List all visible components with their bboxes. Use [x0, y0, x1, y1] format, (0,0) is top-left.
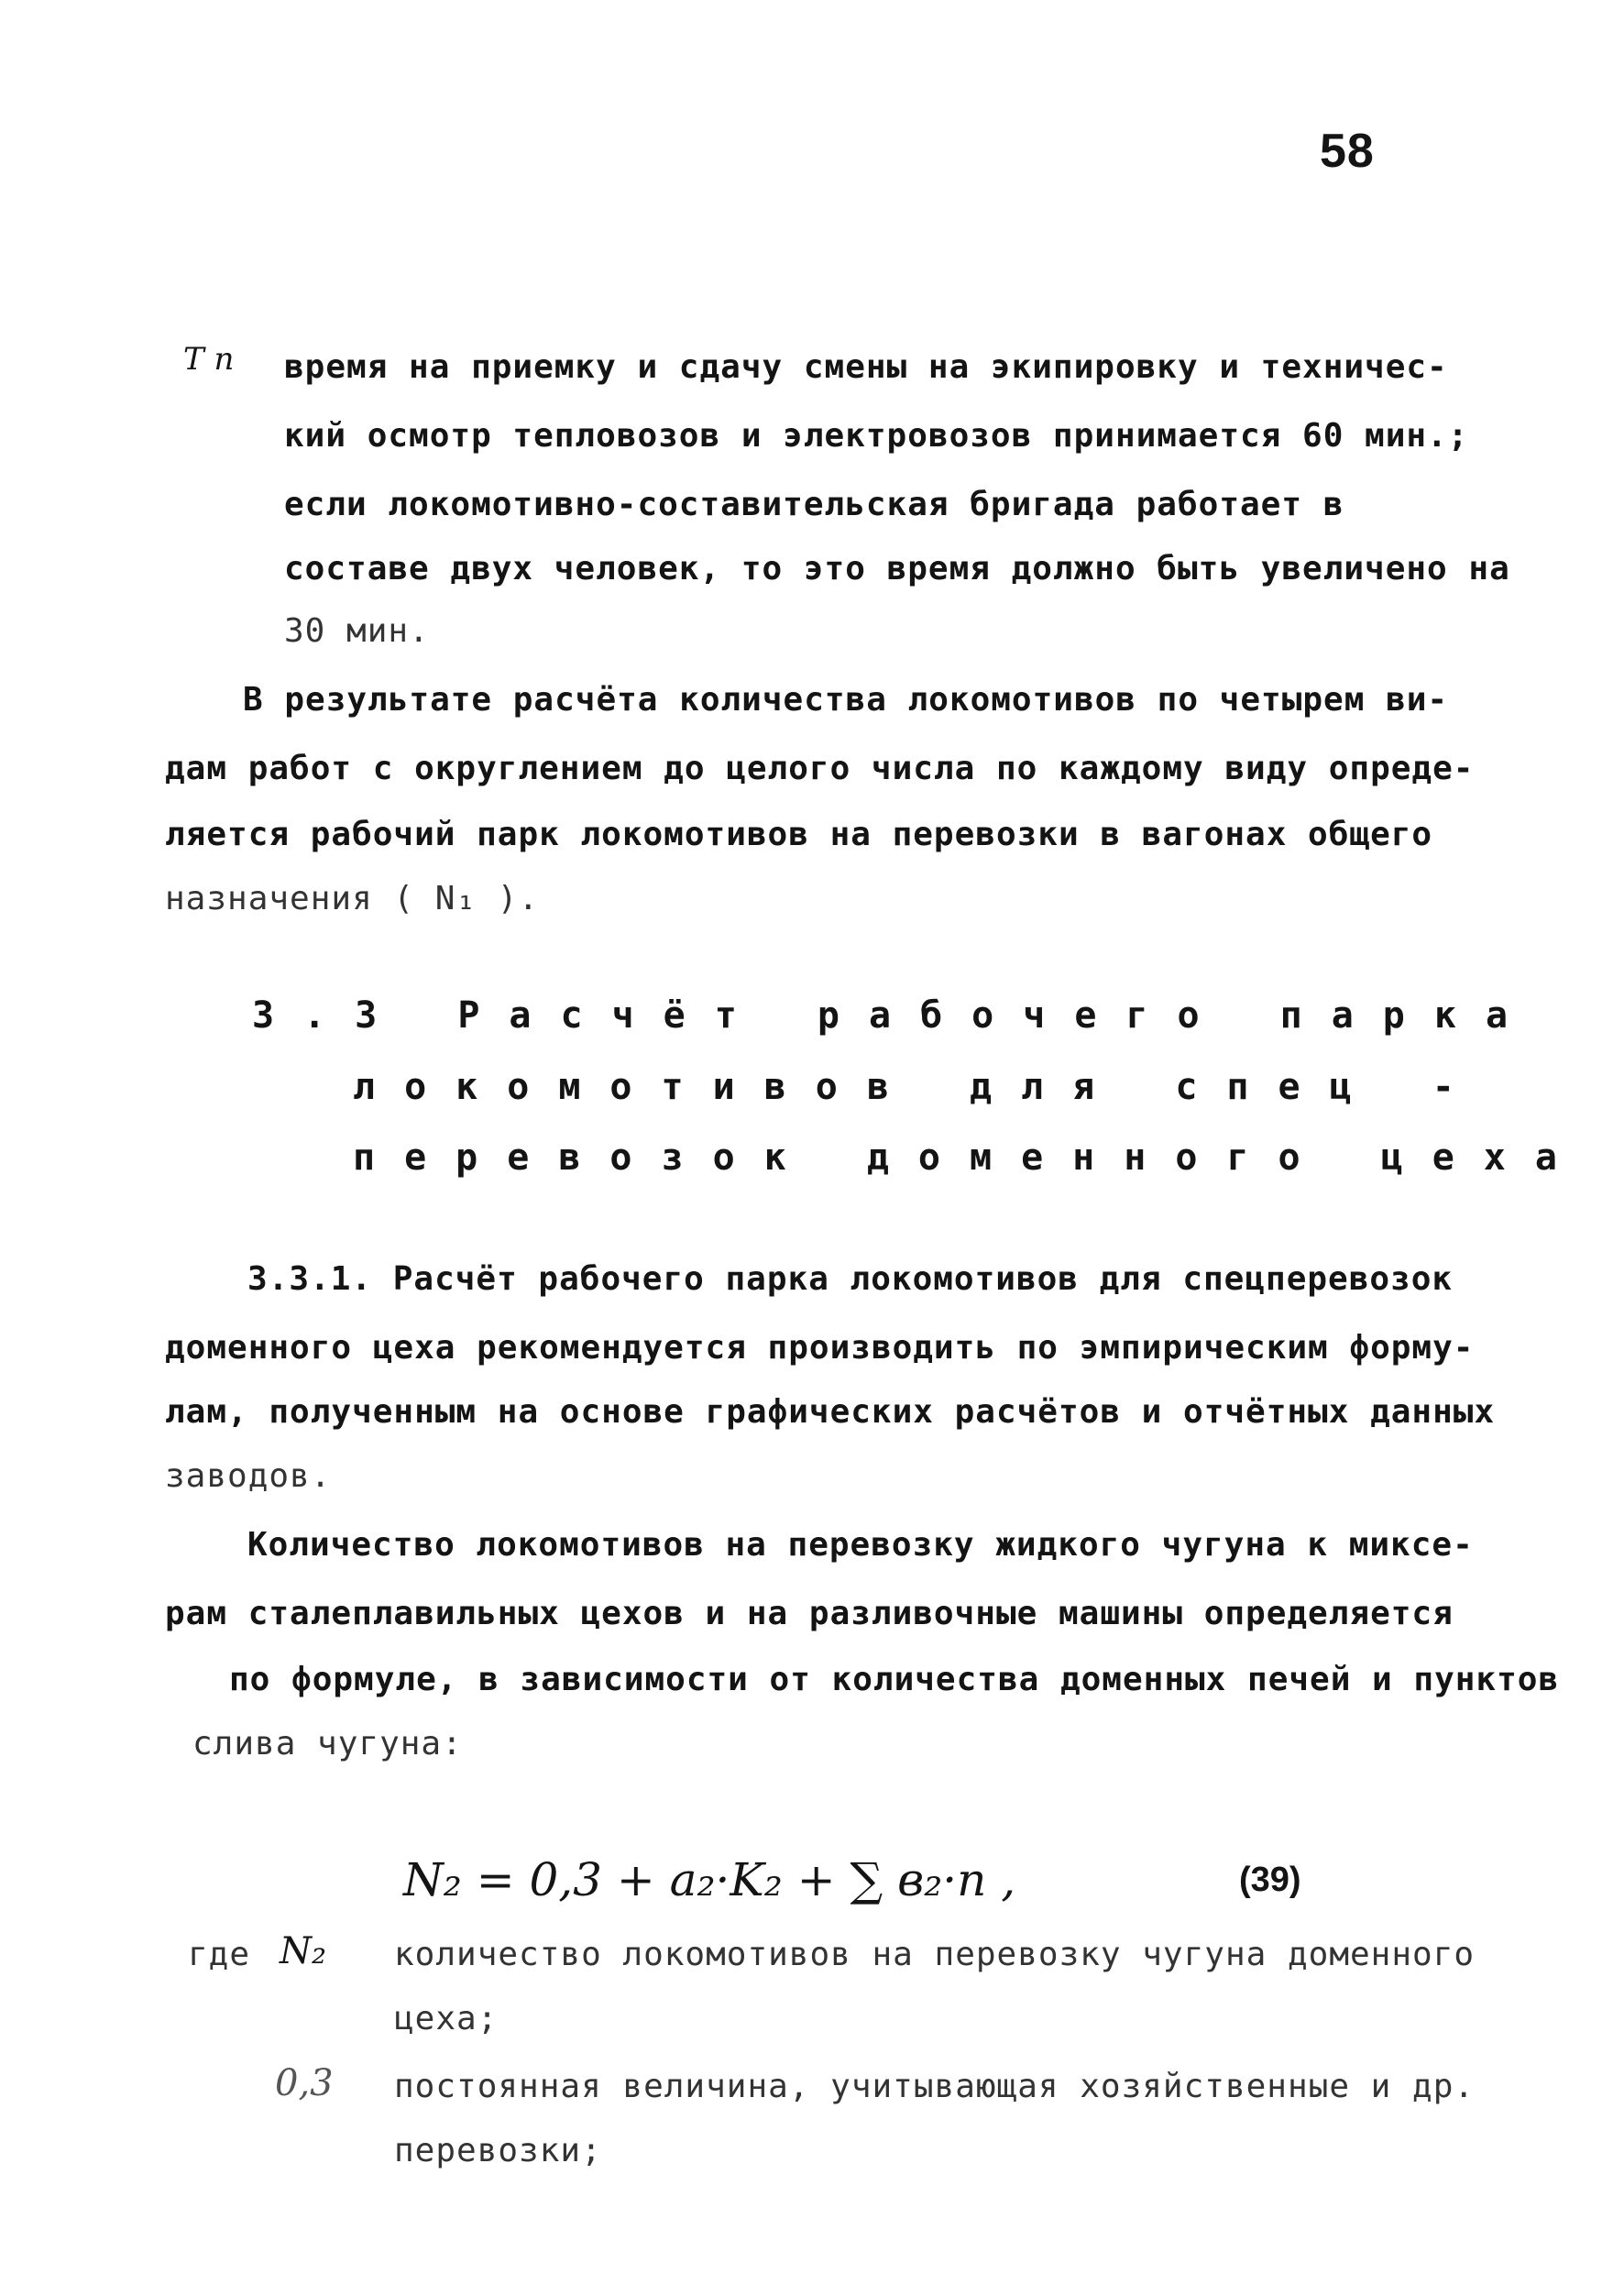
definition-symbol: N₂: [280, 1930, 327, 1972]
text-line: лам, полученным на основе графических расчётов и отчётных данных: [165, 1393, 1496, 1431]
page-number: 58: [1320, 125, 1375, 178]
text-line: если локомотивно-составительская бригада работает в: [284, 486, 1344, 523]
text-line: доменного цеха рекомендуется производить по эмпирическим форму-: [165, 1329, 1475, 1367]
text-line: время на приемку и сдачу смены на экипировку и техничес-: [284, 348, 1448, 386]
definition-text-line: цеха;: [394, 2000, 499, 2037]
text-line: по формуле, в зависимости от количества доменных печей и пунктов: [229, 1661, 1560, 1698]
text-line: дам работ с округлением до целого числа по каждому виду опреде-: [165, 750, 1475, 787]
text-line: Количество локомотивов на перевозку жидкого чугуна к миксе-: [247, 1526, 1474, 1564]
definition-text-line: постоянная величина, учитывающая хозяйственные и др.: [394, 2068, 1476, 2105]
text-line: 30 мин.: [284, 612, 430, 650]
text-line: кий осмотр тепловозов и электровозов принимается 60 мин.;: [284, 417, 1469, 455]
text-line: 3.3.1. Расчёт рабочего парка локомотивов для спецперевозок: [247, 1260, 1454, 1298]
text-line: слива чугуна:: [192, 1725, 463, 1762]
text-line: ляется рабочий парк локомотивов на перевозки в вагонах общего: [165, 816, 1433, 853]
section-heading-line: 3.3 Расчёт рабочего парка: [252, 994, 1538, 1037]
definition-text-line: количество локомотивов на перевозку чугуна доменного: [394, 1936, 1476, 1973]
definition-text-line: перевозки;: [394, 2132, 602, 2169]
definition-symbol: 0,3: [275, 2062, 334, 2104]
variable-symbol-t: T п: [183, 341, 235, 378]
section-heading-line: локомотивов для спец -: [353, 1066, 1484, 1108]
section-heading-line: перевозок доменного цеха: [353, 1136, 1586, 1179]
formula-number: (39): [1239, 1861, 1301, 1899]
text-line: назначения ( N₁ ).: [165, 880, 540, 917]
text-line: составе двух человек, то это время должно быть увеличено на: [284, 550, 1510, 587]
formula: N₂ = 0,3 + a₂·K₂ + ∑ в₂·n ,: [403, 1853, 1016, 1906]
text-line: В результате расчёта количества локомотивов по четырем ви-: [243, 681, 1449, 719]
definition-prefix: где: [188, 1936, 251, 1973]
text-line: рам сталеплавильных цехов и на разливочные машины определяется: [165, 1595, 1454, 1632]
text-line: заводов.: [165, 1457, 332, 1495]
